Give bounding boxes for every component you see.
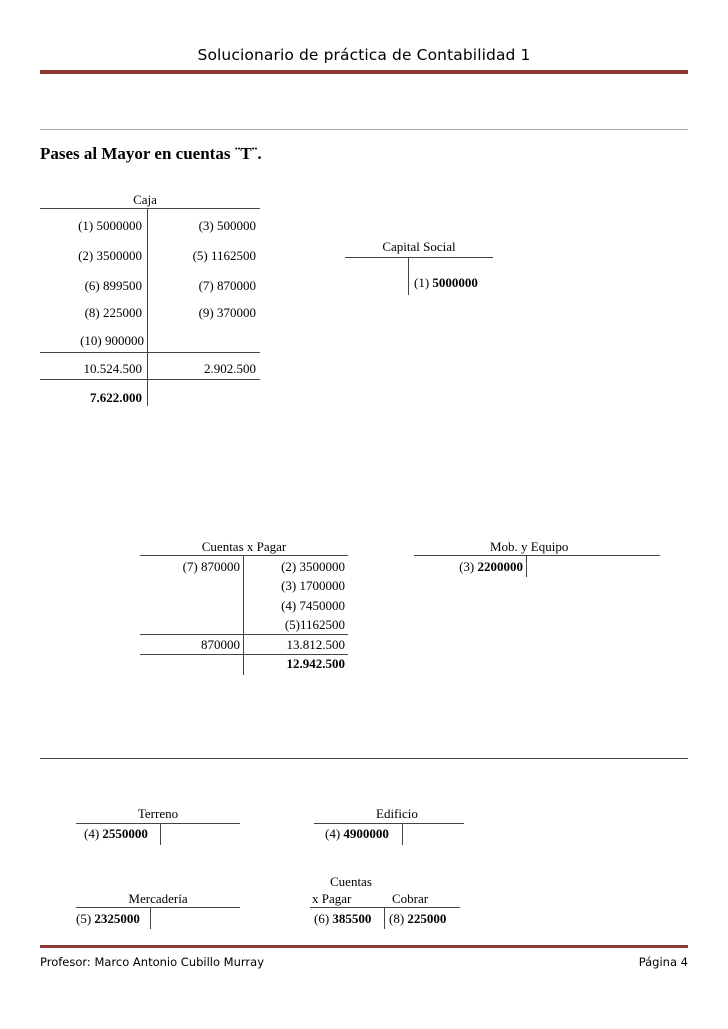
cuentas-x-cobrar-debit xyxy=(314,911,371,927)
caja-total-rule xyxy=(40,352,260,353)
section-divider xyxy=(40,129,688,130)
caja-credit-total: 2.902.500 xyxy=(204,361,256,376)
footer-rule xyxy=(40,945,688,948)
cuentas-x-cobrar-title-line1: Cuentas xyxy=(330,874,372,889)
cuentas-x-pagar-debit-total: 870000 xyxy=(201,637,240,652)
cuentas-x-pagar-top-rule xyxy=(140,555,348,556)
edificio-title: Edificio xyxy=(376,806,418,821)
cuentas-x-cobrar-divider xyxy=(384,907,385,929)
footer-page-number: Página 4 xyxy=(638,955,688,969)
cuentas-x-cobrar-credit xyxy=(389,911,446,927)
terreno-top-rule xyxy=(76,823,240,824)
mercaderia-top-rule xyxy=(76,907,240,908)
mob-equipo-debit-value: 2200000 xyxy=(477,559,523,574)
terreno-divider xyxy=(160,823,161,845)
caja-debit-total: 10.524.500 xyxy=(83,361,142,376)
cuentas-x-cobrar-credit-ref: (8) xyxy=(389,911,405,926)
cuentas-x-pagar-credit-1: (2) 3500000 xyxy=(281,559,345,574)
capital-social-credit xyxy=(414,275,478,291)
mercaderia-debit-ref: (5) xyxy=(76,911,92,926)
terreno-title: Terreno xyxy=(137,806,179,821)
terreno-debit-ref: (4) xyxy=(84,826,100,841)
capital-social-credit-value: 5000000 xyxy=(432,275,478,290)
cuentas-x-pagar-credit-4: (5)1162500 xyxy=(284,617,345,632)
edificio-top-rule xyxy=(314,823,464,824)
cuentas-x-pagar-credit-total: 13.812.500 xyxy=(286,637,345,652)
cuentas-x-cobrar-title-right: Cobrar xyxy=(392,891,429,906)
caja-debit-5: (10) 900000 xyxy=(80,333,144,348)
edificio-debit xyxy=(325,826,389,842)
cuentas-x-cobrar-debit-value: 385500 xyxy=(332,911,372,926)
header-rule xyxy=(40,70,688,74)
mercaderia-title: Mercadería xyxy=(128,891,188,906)
middle-divider xyxy=(40,758,688,759)
edificio-divider xyxy=(402,823,403,845)
mercaderia-debit-value: 2325000 xyxy=(94,911,140,926)
cuentas-x-pagar-balance: 12.942.500 xyxy=(286,656,345,671)
caja-top-rule xyxy=(40,208,260,209)
cuentas-x-cobrar-top-rule xyxy=(310,907,460,908)
caja-credit-4: (9) 370000 xyxy=(198,305,256,320)
mercaderia-divider xyxy=(150,907,151,929)
cuentas-x-pagar-title: Cuentas x Pagar xyxy=(201,539,287,554)
capital-social-divider xyxy=(408,257,409,295)
caja-debit-3: (6) 899500 xyxy=(84,278,142,293)
caja-debit-2: (2) 3500000 xyxy=(78,248,142,263)
cuentas-x-pagar-divider xyxy=(243,555,244,675)
terreno-debit xyxy=(84,826,148,842)
cuentas-x-pagar-credit-2: (3) 1700000 xyxy=(281,578,345,593)
caja-balance-rule xyxy=(40,379,260,380)
mob-equipo-title: Mob. y Equipo xyxy=(490,539,569,554)
cuentas-x-cobrar-title-left: x Pagar xyxy=(312,891,352,906)
cuentas-x-cobrar-credit-value: 225000 xyxy=(407,911,447,926)
caja-debit-4: (8) 225000 xyxy=(84,305,142,320)
cuentas-x-pagar-credit-3: (4) 7450000 xyxy=(281,598,345,613)
capital-social-title: Capital Social xyxy=(382,239,456,254)
cuentas-x-cobrar-debit-ref: (6) xyxy=(314,911,330,926)
edificio-debit-value: 4900000 xyxy=(343,826,389,841)
caja-balance: 7.622.000 xyxy=(90,390,142,405)
section-title: Pases al Mayor en cuentas ¨T¨. xyxy=(40,144,262,163)
terreno-debit-value: 2550000 xyxy=(102,826,148,841)
caja-title: Caja xyxy=(133,192,157,207)
capital-social-top-rule xyxy=(345,257,493,258)
caja-debit-1: (1) 5000000 xyxy=(78,218,142,233)
page-header-title: Solucionario de práctica de Contabilidad 1 xyxy=(197,46,531,64)
mob-equipo-top-rule xyxy=(414,555,660,556)
caja-credit-1: (3) 500000 xyxy=(198,218,256,233)
cuentas-x-pagar-debit-1: (7) 870000 xyxy=(182,559,240,574)
caja-divider xyxy=(147,208,148,406)
caja-credit-2: (5) 1162500 xyxy=(192,248,256,263)
edificio-debit-ref: (4) xyxy=(325,826,341,841)
cuentas-x-pagar-balance-rule xyxy=(140,654,348,655)
cuentas-x-pagar-total-rule xyxy=(140,634,348,635)
mob-equipo-divider xyxy=(526,555,527,577)
mercaderia-debit xyxy=(76,911,140,927)
mob-equipo-debit-ref: (3) xyxy=(459,559,475,574)
mob-equipo-debit xyxy=(420,559,523,575)
capital-social-credit-ref: (1) xyxy=(414,275,430,290)
footer-author: Profesor: Marco Antonio Cubillo Murray xyxy=(40,955,264,969)
caja-credit-3: (7) 870000 xyxy=(198,278,256,293)
